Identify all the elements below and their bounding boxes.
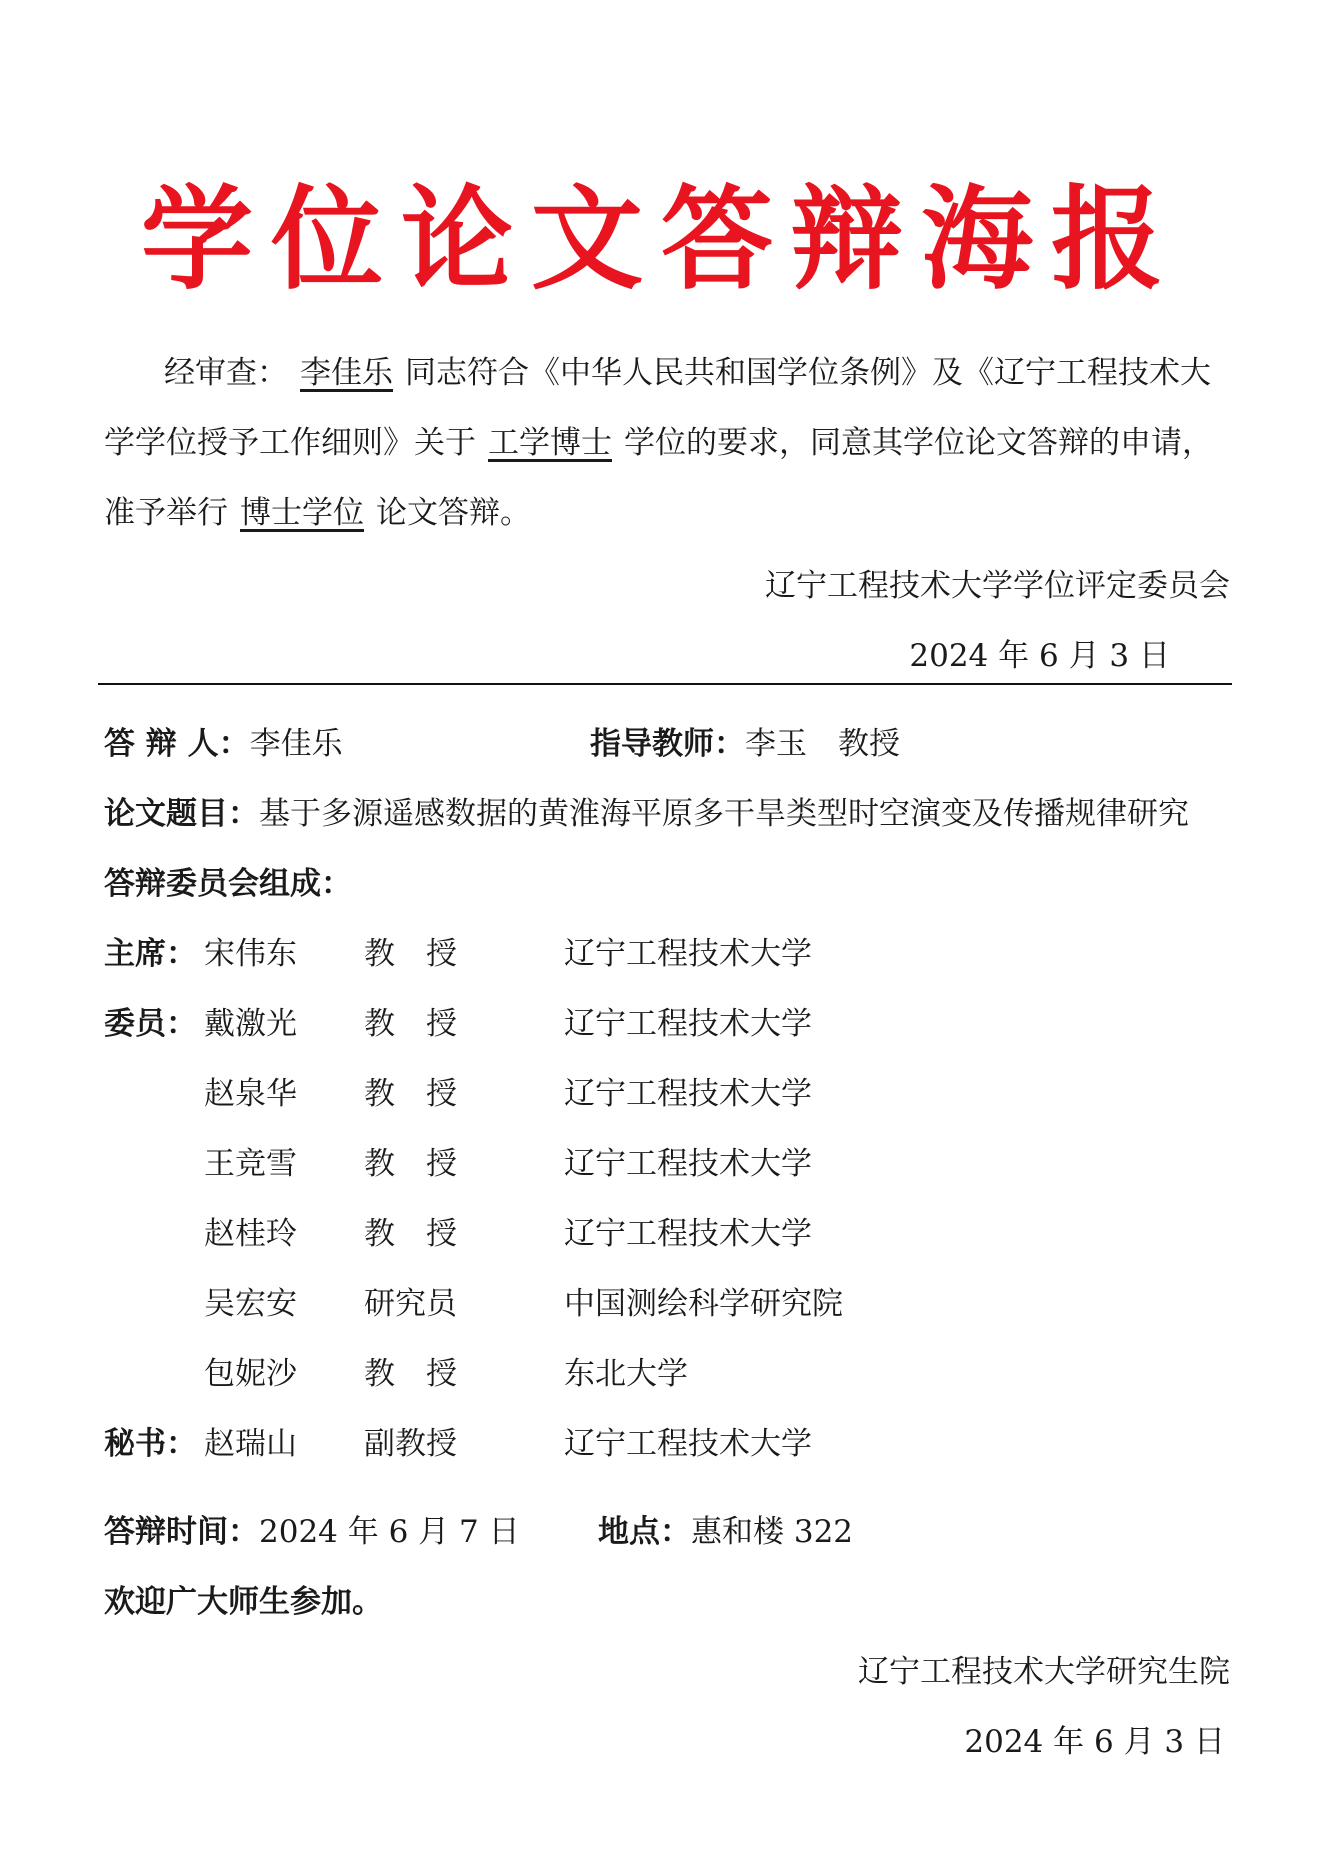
committee-member-name: 戴激光: [204, 1006, 297, 1042]
committee-member-affiliation: 辽宁工程技术大学: [564, 1426, 812, 1462]
divider: [98, 683, 1232, 685]
committee-role: 主席：: [104, 936, 197, 972]
candidate-name: 李佳乐: [300, 355, 393, 391]
thesis-title: 基于多源遥感数据的黄淮海平原多干旱类型时空演变及传播规律研究: [259, 796, 1189, 832]
advisor-label: 指导教师：: [590, 726, 745, 762]
defense-time: 2024 年 6 月 7 日: [259, 1514, 520, 1550]
approval-paragraph: [104, 338, 1234, 548]
committee-row: [104, 1278, 843, 1323]
committee-row: [104, 1418, 812, 1463]
degree-level: 博士学位: [240, 495, 364, 531]
committee-row: [104, 928, 812, 973]
committee-member-name: 赵桂玲: [204, 1216, 297, 1252]
committee-member-affiliation: 东北大学: [564, 1356, 688, 1392]
committee-row: [104, 998, 812, 1043]
committee-member-title: 教 授: [364, 1146, 457, 1182]
approval-text-2: 学位的要求，同意其学位论文答辩的申请，准予举行: [104, 425, 1213, 531]
committee-member-title: 研究员: [364, 1286, 457, 1322]
location: 惠和楼 322: [691, 1514, 854, 1550]
committee-member-title: 教 授: [364, 1006, 457, 1042]
respondent-label: 答 辩 人：: [104, 726, 250, 762]
committee-member-name: 吴宏安: [204, 1286, 297, 1322]
defense-time-row: [104, 1506, 520, 1551]
degree-type: 工学博士: [488, 425, 612, 461]
committee-member-affiliation: 辽宁工程技术大学: [564, 1006, 812, 1042]
approval-date: 2024 年 6 月 3 日: [909, 638, 1170, 674]
committee-member-name: 赵泉华: [204, 1076, 297, 1112]
advisor-row: [590, 718, 900, 763]
approval-text-1: 同志符合《中华人民共和国学位条例》及《辽宁工程技术大学学位授予工作细则》关于: [104, 355, 1211, 461]
committee-row: [104, 1068, 812, 1113]
approval-text-3: 论文答辩。: [376, 495, 531, 531]
defense-time-label: 答辩时间：: [104, 1514, 259, 1550]
footer-issuer: 辽宁工程技术大学研究生院: [858, 1654, 1230, 1690]
committee-row: [104, 1138, 812, 1183]
committee-member-name: 王竞雪: [204, 1146, 297, 1182]
committee-member-name: 宋伟东: [204, 936, 297, 972]
advisor-name: 李玉 教授: [745, 726, 900, 762]
committee-role: 委员：: [104, 1006, 197, 1042]
thesis-label: 论文题目：: [104, 796, 259, 832]
thesis-row: [104, 788, 1189, 833]
committee-member-title: 教 授: [364, 1216, 457, 1252]
committee-member-title: 教 授: [364, 936, 457, 972]
location-label: 地点：: [598, 1514, 691, 1550]
committee-member-name: 赵瑞山: [204, 1426, 297, 1462]
committee-member-affiliation: 中国测绘科学研究院: [564, 1286, 843, 1322]
location-row: [598, 1506, 853, 1551]
committee-row: [104, 1348, 688, 1393]
committee-role: 秘书：: [104, 1426, 197, 1462]
committee-member-title: 副教授: [364, 1426, 457, 1462]
committee-member-title: 教 授: [364, 1076, 457, 1112]
approval-issuer: 辽宁工程技术大学学位评定委员会: [765, 568, 1230, 604]
committee-row: [104, 1208, 812, 1253]
committee-member-affiliation: 辽宁工程技术大学: [564, 1216, 812, 1252]
footer-date: 2024 年 6 月 3 日: [964, 1724, 1225, 1760]
committee-member-affiliation: 辽宁工程技术大学: [564, 1146, 812, 1182]
committee-heading: 答辩委员会组成：: [104, 866, 352, 902]
committee-member-name: 包妮沙: [204, 1356, 297, 1392]
committee-member-title: 教 授: [364, 1356, 457, 1392]
committee-member-affiliation: 辽宁工程技术大学: [564, 936, 812, 972]
approval-prefix: 经审查：: [164, 355, 288, 391]
committee-member-affiliation: 辽宁工程技术大学: [564, 1076, 812, 1112]
poster-title: 学位论文答辩海报: [141, 174, 1181, 305]
respondent-row: [104, 718, 343, 763]
welcome-text: 欢迎广大师生参加。: [104, 1584, 383, 1620]
respondent-name: 李佳乐: [249, 726, 343, 762]
